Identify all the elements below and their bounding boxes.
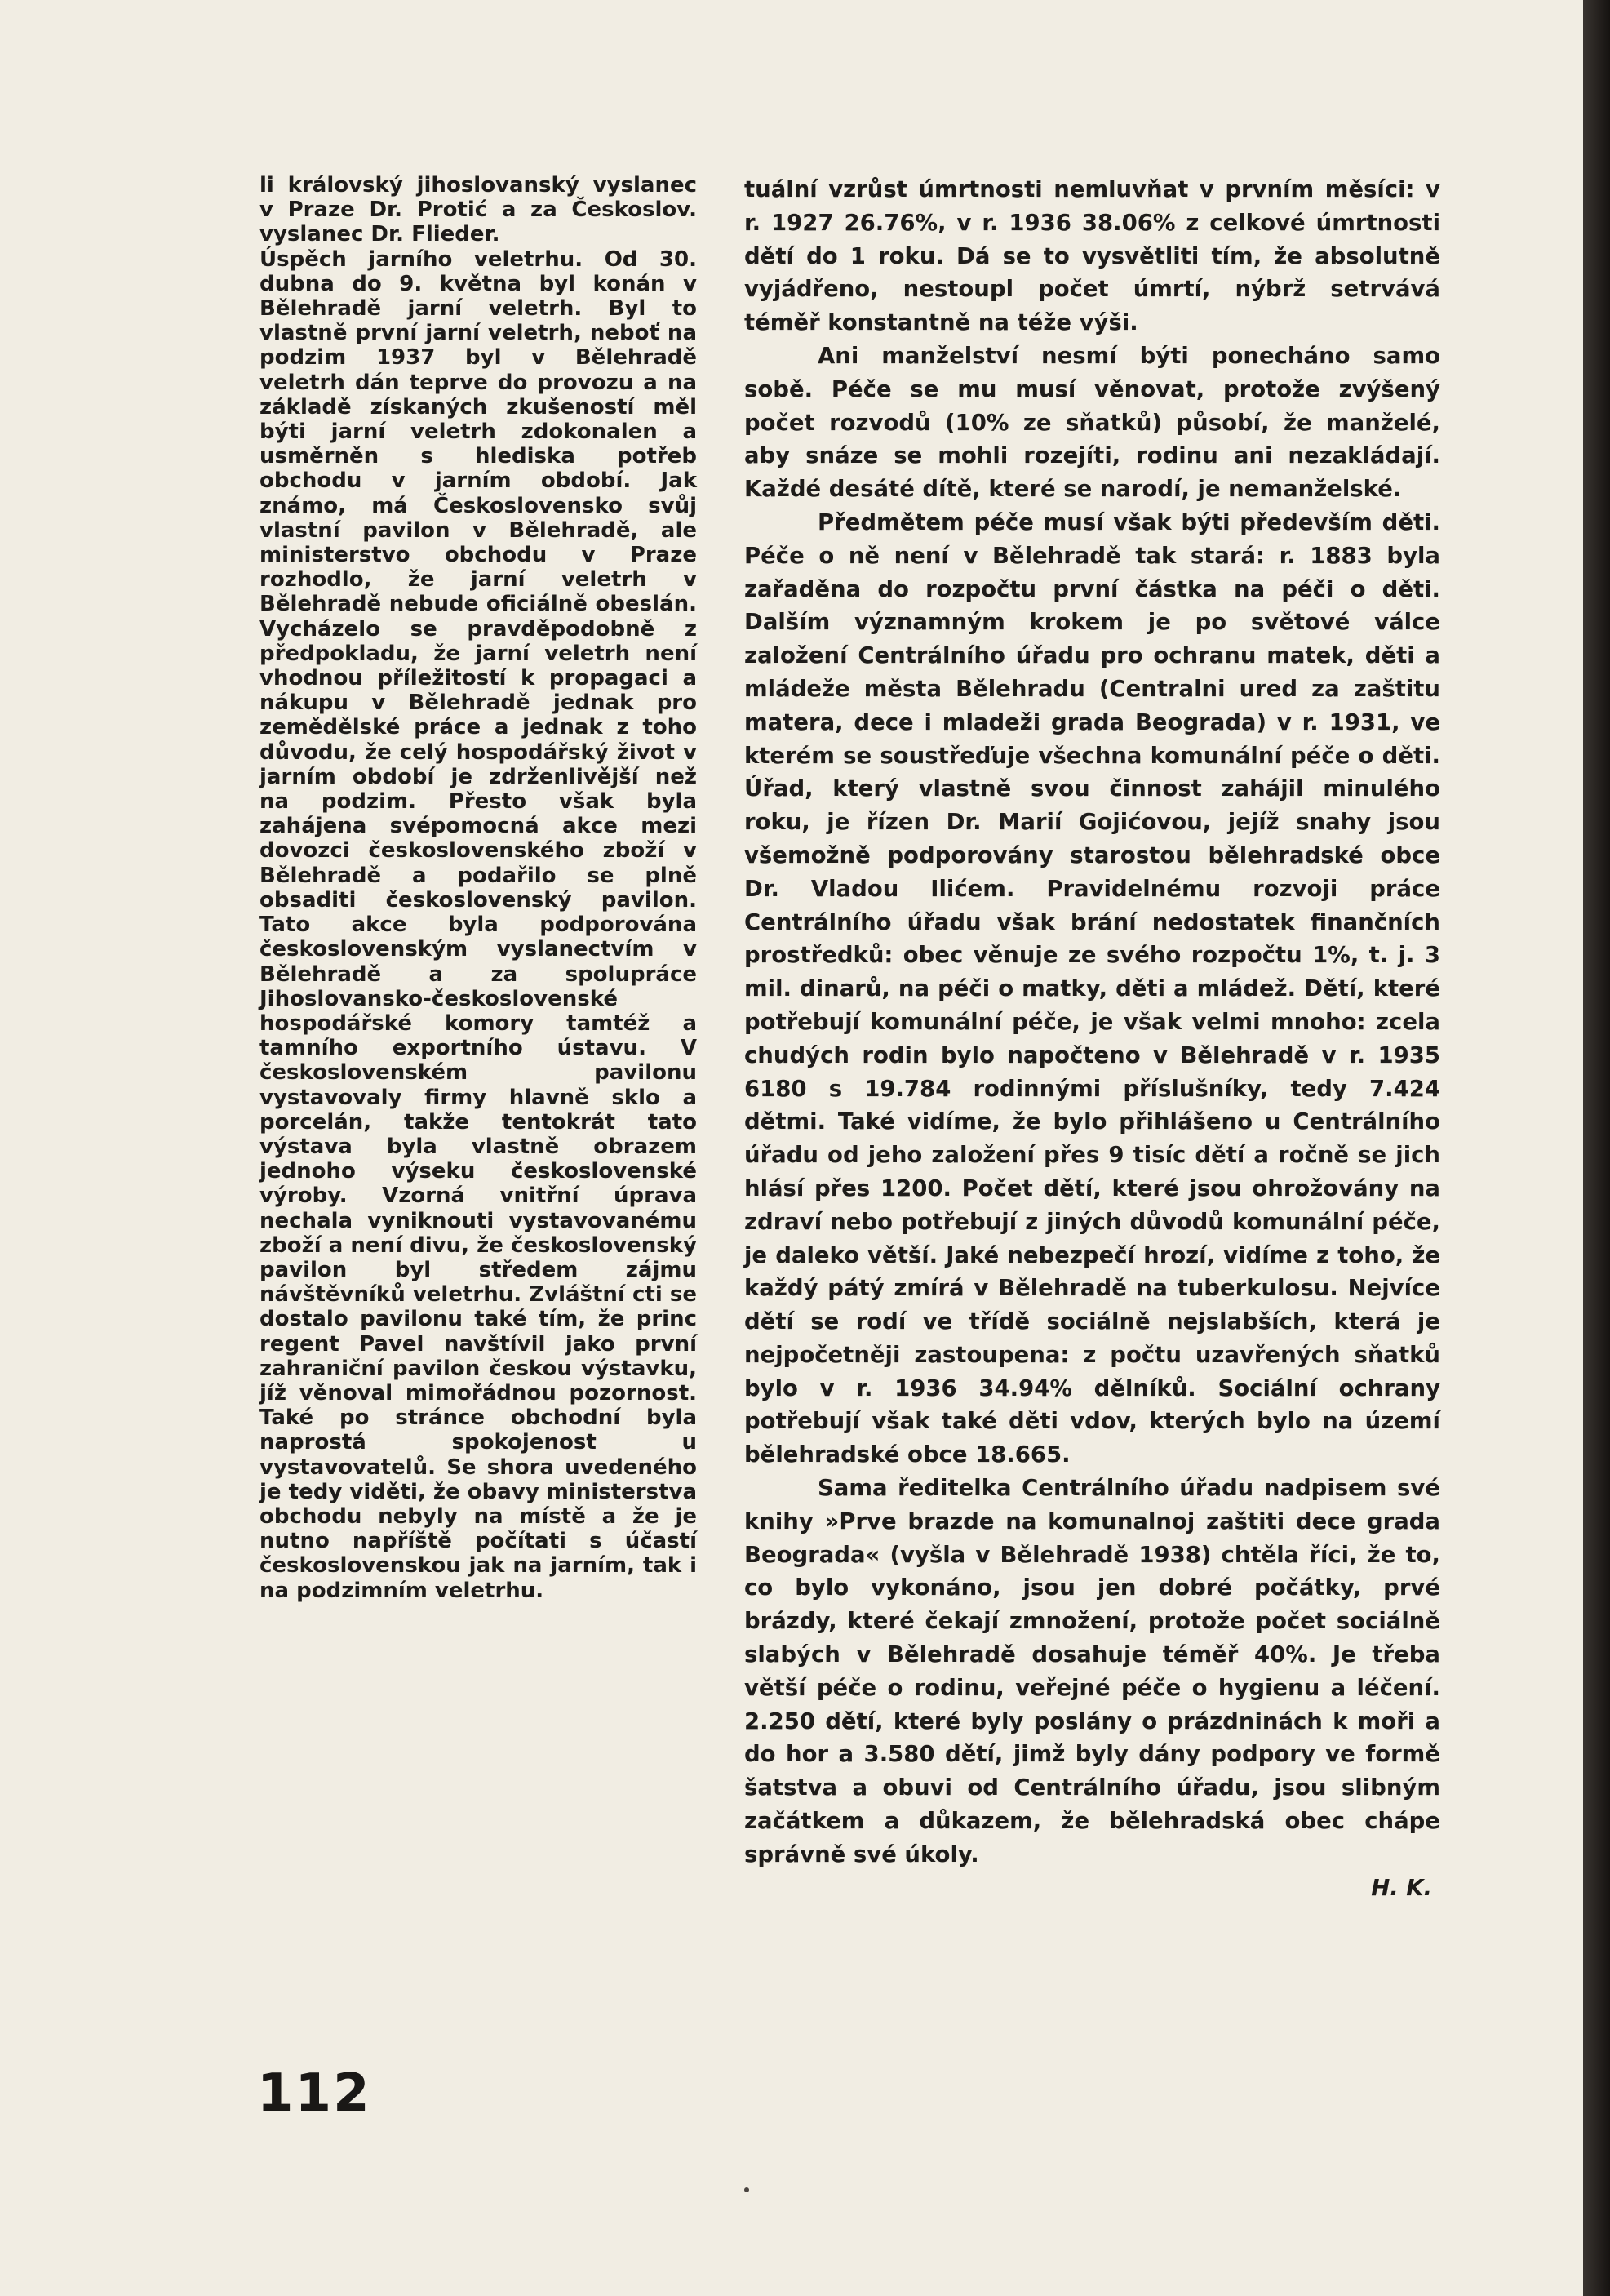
book-spine-edge xyxy=(1583,0,1610,2296)
author-signature: H. K. xyxy=(1371,1874,1432,1901)
right-paragraph-1: tuální vzrůst úmrtnosti nemluvňat v prvním měsíci: v r. 1927 26.76%, v r. 1936 38.06% z celkové úmrtnosti dětí do 1 roku. Dá se to vysvětliti tím, že absolutně vyjádřeno, nestoupl počet úmrtí, nýbrž setrvává téměř konstantně na téže výši. xyxy=(744,176,1440,336)
left-paragraph-1: li královský jihoslovanský vyslanec v Praze Dr. Protić a za Českoslov. vyslanec Dr. Flieder. xyxy=(259,173,697,247)
left-column xyxy=(259,173,697,1603)
left-paragraph-2-body: Od 30. dubna do 9. května byl konán v Bělehradě jarní veletrh. Byl to vlastně první jarní veletrh, neboť na podzim 1937 byl v Bělehradě veletrh dán teprve do provozu a na základě získaných zkušeností měl býti jarní veletrh zdokonalen a usměrněn s hlediska potřeb obchodu v jarním období. Jak známo, má Československo svůj vlastní pavilon v Bělehradě, ale ministerstvo obchodu v Praze rozhodlo, že jarní veletrh v Bělehradě nebude oficiálně obeslán. Vycházelo se pravděpodobně z předpokladu, že jarní veletrh není vhodnou příležitostí k propagaci a nákupu v Bělehradě jednak pro zemědělské práce a jednak z toho důvodu, že celý hospodářský život v jarním období je zdrženlivější než na podzim. Přesto však byla zahájena svépomocná akce mezi dovozci československého zboží v Bělehradě a podařilo se plně obsaditi československý pavilon. Tato akce byla podporována československým vyslanectvím v Bělehradě a za spolupráce Jihoslovansko-československé hospodářské komory tamtéž a tamního exportního ústavu. V československém pavilonu vystavovaly firmy hlavně sklo a porcelán, takže tentokrát tato výstava byla vlastně obrazem jednoho výseku československé výroby. Vzorná vnitřní úprava nechala vyniknouti vystavovanému zboží a není divu, že československý pavilon byl středem zájmu návštěvníků veletrhu. Zvláštní cti se dostalo pavilonu také tím, že princ regent Pavel navštívil jako první zahraniční pavilon českou výstavku, jíž věnoval mimořádnou pozornost. Také po stránce obchodní byla naprostá spokojenost u vystavovatelů. Se shora uvedeného je tedy viděti, že obavy ministerstva obchodu nebyly na místě a že je nutno napříště počítati s účastí československou jak na jarním, tak i na podzimním veletrhu. xyxy=(259,246,697,1603)
right-column xyxy=(744,173,1440,1904)
right-paragraph-3: Předmětem péče musí však býti především děti. Péče o ně není v Bělehradě tak stará: r. 1883 byla zařaděna do rozpočtu první částka na péči o děti. Dalším významným krokem je po světové válce založení Centrálního úřadu pro ochranu matek, děti a mládeže města Bělehradu (Centralni ured za zaštitu matera, dece i mladeži grada Beograda) v r. 1931, ve kterém se soustřeďuje všechna komunální péče o děti. Úřad, který vlastně svou činnost zahájil minulého roku, je řízen Dr. Marií Gojićovou, jejíž snahy jsou všemožně podporovány starostou bělehradské obce Dr. Vladou Ilićem. Pravidelnému rozvoji práce Centrálního úřadu však brání nedostatek finančních prostředků: obec věnuje ze svého rozpočtu 1%, t. j. 3 mil. dinarů, na péči o matky, děti a mládež. Dětí, které potřebují komunální péče, je však velmi mnoho: zcela chudých rodin bylo napočteno v Bělehradě v r. 1935 6180 s 19.784 rodinnými příslušníky, tedy 7.424 dětmi. Také vidíme, že bylo přihlášeno u Centrálního úřadu od jeho založení přes 9 tisíc dětí a ročně se jich hlásí přes 1200. Počet dětí, které jsou ohrožovány na zdraví nebo potřebují z jiných důvodů komunální péče, je daleko větší. Jaké nebezpečí hrozí, vidíme z toho, že každý pátý zmírá v Bělehradě na tuberkulosu. Nejvíce dětí se rodí ve třídě sociálně nejslabších, která je nejpočetněji zastoupena: z počtu uzavřených sňatků bylo v r. 1936 34.94% dělníků. Sociální ochrany potřebují však také děti vdov, kterých bylo na území bělehradské obce 18.665. xyxy=(744,508,1440,1468)
right-paragraph-4: Sama ředitelka Centrálního úřadu nadpisem své knihy »Prve brazde na komunalnoj zaštiti dece grada Beograda« (vyšla v Bělehradě 1938) chtěla říci, že to, co bylo vykonáno, jsou jen dobré počátky, prvé brázdy, které čekají zmnožení, protože počet sociálně slabých v Bělehradě dosahuje téměř 40%. Je třeba větší péče o rodinu, veřejné péče o hygienu a léčení. 2.250 dětí, které byly poslány o prázdninách k moři a do hor a 3.580 dětí, jimž byly dány podpory ve formě šatstva a obuvi od Centrálního úřadu, jsou slibným začátkem a důkazem, že bělehradská obec chápe správně své úkoly. xyxy=(744,1475,1440,1867)
page-number: 112 xyxy=(257,2063,371,2124)
right-paragraph-2: Ani manželství nesmí býti ponecháno samo sobě. Péče se mu musí věnovat, protože zvýšený počet rozvodů (10% ze sňatků) působí, že manželé, aby snáze se mohli rozejíti, rodinu ani nezakládají. Každé desáté dítě, které se narodí, je nemanželské. xyxy=(744,342,1440,503)
left-paragraph-2 xyxy=(259,247,697,1603)
paper-speck xyxy=(744,2187,749,2192)
section-heading: Úspěch jarního veletrhu. xyxy=(259,246,583,272)
